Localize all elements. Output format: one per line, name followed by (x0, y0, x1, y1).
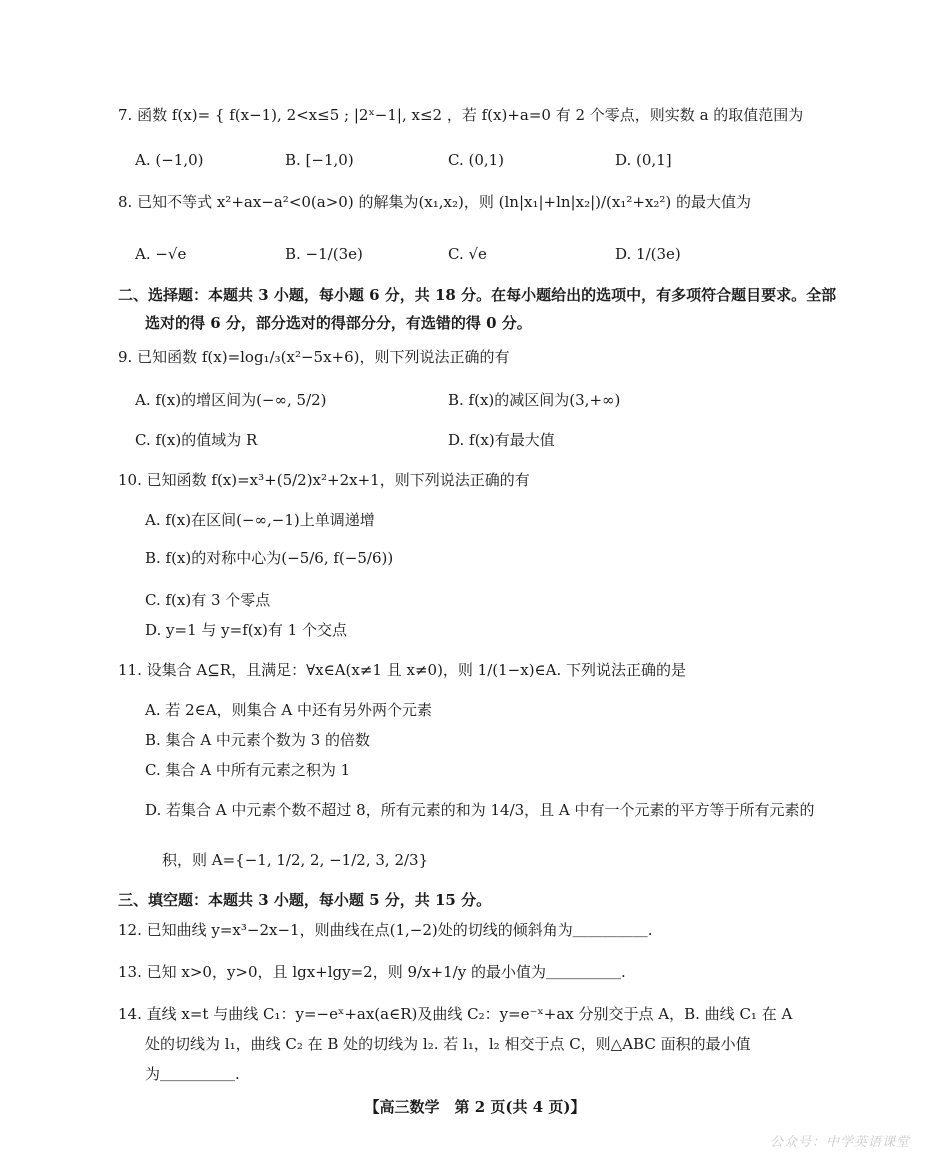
question-12: 12. 已知曲线 y=x³−2x−1，则曲线在点(1,−2)处的切线的倾斜角为＿＿＿＿＿. (118, 921, 653, 939)
q10-option-a: A. f(x)在区间(−∞,−1)上单调递增 (145, 511, 375, 529)
question-10-stem: 10. 已知函数 f(x)=x³+(5/2)x²+2x+1，则下列说法正确的有 (118, 471, 530, 489)
q7-option-d: D. (0,1] (615, 151, 672, 169)
q10-option-d: D. y=1 与 y=f(x)有 1 个交点 (145, 621, 347, 639)
question-14-line3: 为＿＿＿＿＿. (145, 1065, 240, 1083)
question-11-stem: 11. 设集合 A⊆R，且满足：∀x∈A(x≠1 且 x≠0)，则 1/(1−x)∈A. 下列说法正确的是 (118, 661, 687, 679)
question-14-line1: 14. 直线 x=t 与曲线 C₁：y=−eˣ+ax(a∈R)及曲线 C₂：y=e⁻ˣ+ax 分别交于点 A，B. 曲线 C₁ 在 A (118, 1005, 793, 1023)
section-3-heading: 三、填空题：本题共 3 小题，每小题 5 分，共 15 分。 (118, 891, 492, 909)
q11-option-b: B. 集合 A 中元素个数为 3 的倍数 (145, 731, 371, 749)
question-13: 13. 已知 x>0，y>0，且 lgx+lgy=2，则 9/x+1/y 的最小值为＿＿＿＿＿. (118, 963, 626, 981)
q11-option-d-line1: D. 若集合 A 中元素个数不超过 8，所有元素的和为 14/3，且 A 中有一个元素的平方等于所有元素的 (145, 801, 815, 819)
q7-option-c: C. (0,1) (448, 151, 505, 169)
q10-option-b: B. f(x)的对称中心为(−5/6, f(−5/6)) (145, 549, 394, 567)
q8-option-b: B. −1/(3e) (285, 245, 363, 263)
question-7-stem: 7. 函数 f(x)= { f(x−1), 2<x≤5 ; |2ˣ−1|, x≤2 ，若 f(x)+a=0 有 2 个零点，则实数 a 的取值范围为 (118, 106, 804, 124)
q9-option-c: C. f(x)的值域为 R (135, 431, 258, 449)
q11-option-c: C. 集合 A 中所有元素之积为 1 (145, 761, 351, 779)
q10-option-c: C. f(x)有 3 个零点 (145, 591, 271, 609)
q7-option-a: A. (−1,0) (135, 151, 204, 169)
q9-option-a: A. f(x)的增区间为(−∞, 5/2) (135, 391, 327, 409)
q7-option-b: B. [−1,0) (285, 151, 354, 169)
section-2-heading: 二、选择题：本题共 3 小题，每小题 6 分，共 18 分。在每小题给出的选项中，有多项符合题目要求。全部 (118, 286, 837, 304)
q9-option-d: D. f(x)有最大值 (448, 431, 555, 449)
q8-option-a: A. −√e (135, 245, 187, 263)
q11-option-a: A. 若 2∈A，则集合 A 中还有另外两个元素 (145, 701, 432, 719)
q8-option-c: C. √e (448, 245, 487, 263)
q11-option-d-line2: 积，则 A={−1, 1/2, 2, −1/2, 3, 2/3} (162, 851, 429, 869)
question-8-stem: 8. 已知不等式 x²+ax−a²<0(a>0) 的解集为(x₁,x₂)，则 (ln|x₁|+ln|x₂|)/(x₁²+x₂²) 的最大值为 (118, 193, 752, 211)
q9-option-b: B. f(x)的减区间为(3,+∞) (448, 391, 621, 409)
watermark: 公众号：中学英语课堂 (769, 1135, 910, 1150)
question-9-stem: 9. 已知函数 f(x)=log₁/₃(x²−5x+6)，则下列说法正确的有 (118, 348, 510, 366)
section-2-instructions: 选对的得 6 分，部分选对的得部分分，有选错的得 0 分。 (145, 314, 532, 332)
page-footer: 【高三数学 第 2 页(共 4 页)】 (364, 1098, 586, 1116)
question-14-line2: 处的切线为 l₁，曲线 C₂ 在 B 处的切线为 l₂. 若 l₁，l₂ 相交于点 C，则△ABC 面积的最小值 (145, 1035, 751, 1053)
q8-option-d: D. 1/(3e) (615, 245, 681, 263)
